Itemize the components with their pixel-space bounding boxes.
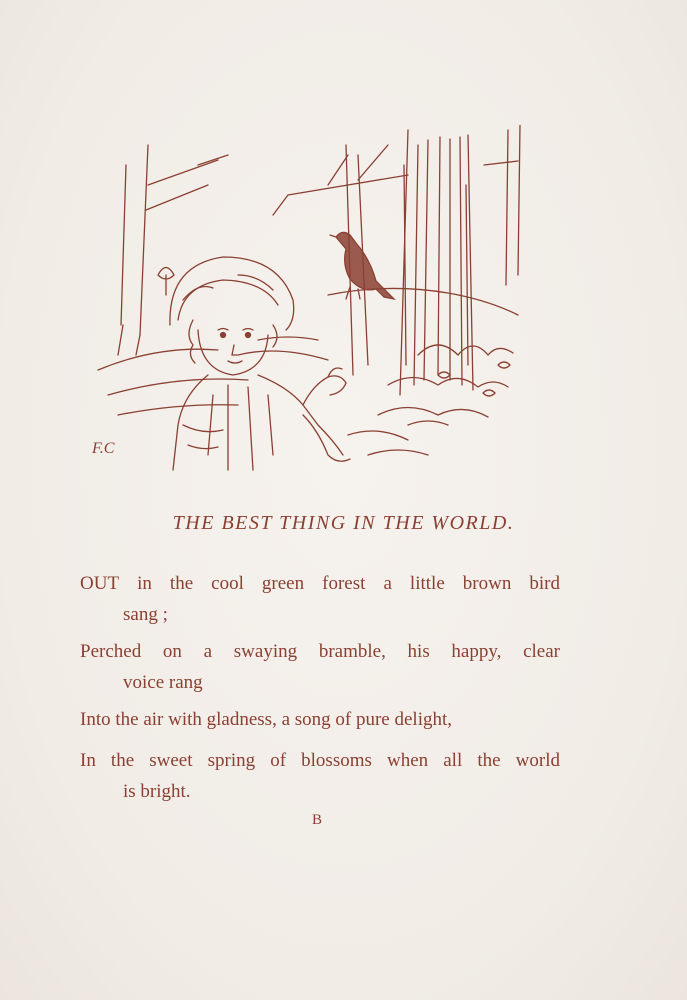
printer-signature-mark: B xyxy=(312,812,323,828)
poem-title: THE BEST THING IN THE WORLD. xyxy=(172,512,515,534)
poem-line-1: OUT in the cool green forest a little brown bird xyxy=(80,573,560,594)
illustrator-monogram: F.C xyxy=(92,440,115,457)
poem-stanza xyxy=(80,568,560,807)
poem-line-2-continuation: voice rang xyxy=(123,672,203,693)
poem-line-2: Perched on a swaying bramble, his happy, clear xyxy=(80,641,560,662)
poem-line-1-continuation: sang ; xyxy=(123,604,168,625)
poem-line-4: In the sweet spring of blossoms when all the world xyxy=(80,750,560,771)
child-and-bird-illustration xyxy=(88,125,538,475)
poem-line-3: Into the air with gladness, a song of pure delight, xyxy=(80,709,453,730)
poem-line-4-continuation: is bright. xyxy=(123,781,191,802)
poem-first-word: OUT xyxy=(80,573,120,594)
